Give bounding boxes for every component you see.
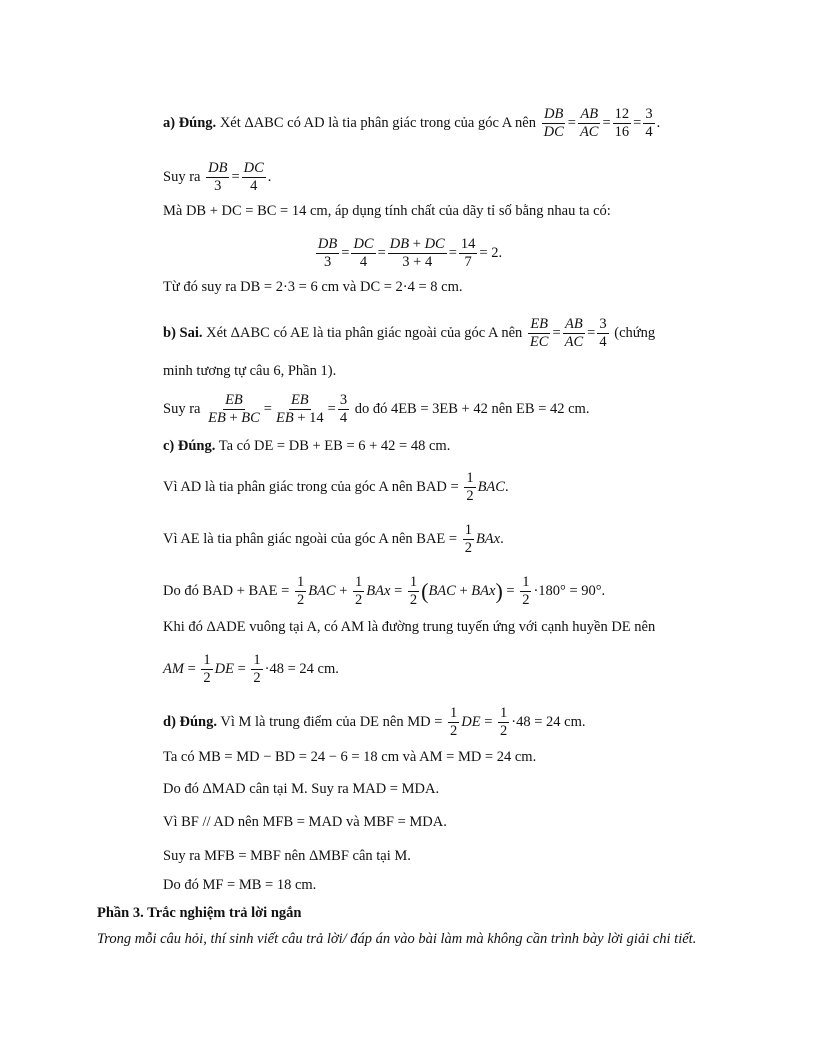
section-title: Phần 3. Trắc nghiệm trả lời ngắn: [97, 905, 302, 921]
part-c-line2: Vì AD là tia phân giác trong của góc A nên BAD = $\frac{1}{2}$ BAC.: [163, 470, 509, 504]
part-d-line4: Vì BF // AD nên MFB = MAD và MBF = MDA.: [163, 814, 447, 830]
part-a-text: Xét ΔABC có AD là tia phân giác trong của góc A nên: [219, 114, 536, 131]
part-a-line2: Suy ra $\frac{DB}{3}$ = $\frac{DC}{4}$ .: [163, 160, 272, 194]
part-d-label: d) Đúng.: [163, 713, 217, 730]
part-d-line3: Do đó ΔMAD cân tại M. Suy ra MAD = MDA.: [163, 781, 440, 797]
part-c-line6: AM = $\frac{1}{2}$ DE = $\frac{1}{2}$ ·48 = 24 cm.: [163, 652, 339, 686]
part-a-line1: a) Đúng. Xét ΔABC có AD là tia phân giác trong của góc A nên $\frac{DB}{DC}$ = $\frac{AB}{AC}$ = $\frac{12}{16}$ = $\frac{3}{4}$ .: [163, 106, 661, 140]
part-c-text: Ta có DE = DB + EB = 6 + 42 = 48 cm.: [218, 438, 451, 454]
part-d-line6: Do đó MF = MB = 18 cm.: [163, 877, 317, 893]
part-c-line5: Khi đó ΔADE vuông tại A, có AM là đường trung tuyến ứng với cạnh huyền DE nên: [163, 619, 656, 635]
part-c-line1: [163, 436, 450, 456]
section-note: Trong mỗi câu hỏi, thí sinh viết câu trả lời/ đáp án vào bài làm mà không cần trình bày lời giải chi tiết.: [97, 931, 697, 947]
ratio-equation: $\frac{DB}{3}$ = $\frac{DC}{4}$ = $\frac{DB + DC}{3 + 4}$ = $\frac{14}{7}$ = 2.: [317, 236, 503, 270]
part-b-tail: (chứng: [614, 324, 656, 341]
suy-ra-label: Suy ra: [163, 168, 201, 185]
part-a-result: Từ đó suy ra DB = 2·3 = 6 cm và DC = 2·4 = 8 cm.: [163, 279, 463, 295]
part-c-label: c) Đúng.: [163, 438, 216, 454]
part-d-line2: Ta có MB = MD − BD = 24 − 6 = 18 cm và AM = MD = 24 cm.: [163, 749, 537, 765]
part-d-line1: d) Đúng. Vì M là trung điểm của DE nên MD = $\frac{1}{2}$ DE = $\frac{1}{2}$ ·48 = 24 cm.: [163, 705, 586, 739]
part-b-label: b) Sai.: [163, 324, 203, 341]
part-b-conclusion: do đó 4EB = 3EB + 42 nên EB = 42 cm.: [354, 400, 590, 417]
part-b-text: Xét ΔABC có AE là tia phân giác ngoài của góc A nên: [206, 324, 523, 341]
part-b-line1: b) Sai. Xét ΔABC có AE là tia phân giác ngoài của góc A nên $\frac{EB}{EC}$ = $\frac{AB}{AC}$ = $\frac{3}{4}$ (chứng: [163, 316, 656, 350]
part-d-line5: Suy ra MFB = MBF nên ΔMBF cân tại M.: [163, 848, 411, 864]
part-b-line2: minh tương tự câu 6, Phần 1).: [163, 363, 337, 379]
part-a-label: a) Đúng.: [163, 114, 217, 131]
part-c-line3: Vì AE là tia phân giác ngoài của góc A nên BAE = $\frac{1}{2}$ BAx.: [163, 522, 504, 556]
part-a-line3: Mà DB + DC = BC = 14 cm, áp dụng tính chất của dãy tỉ số bằng nhau ta có:: [163, 203, 611, 219]
part-c-line4: Do đó BAD + BAE = $\frac{1}{2}$ BAC + $\frac{1}{2}$ BAx = $\frac{1}{2}$ (BAC + BAx) = $\frac{1}{2}$ ·180° = 90°.: [163, 574, 606, 608]
part-b-line3: Suy ra $\frac{EB}{EB + BC}$ = $\frac{EB}{EB + 14}$ = $\frac{3}{4}$ do đó 4EB = 3EB + 42 nên EB = 42 cm.: [163, 392, 590, 426]
